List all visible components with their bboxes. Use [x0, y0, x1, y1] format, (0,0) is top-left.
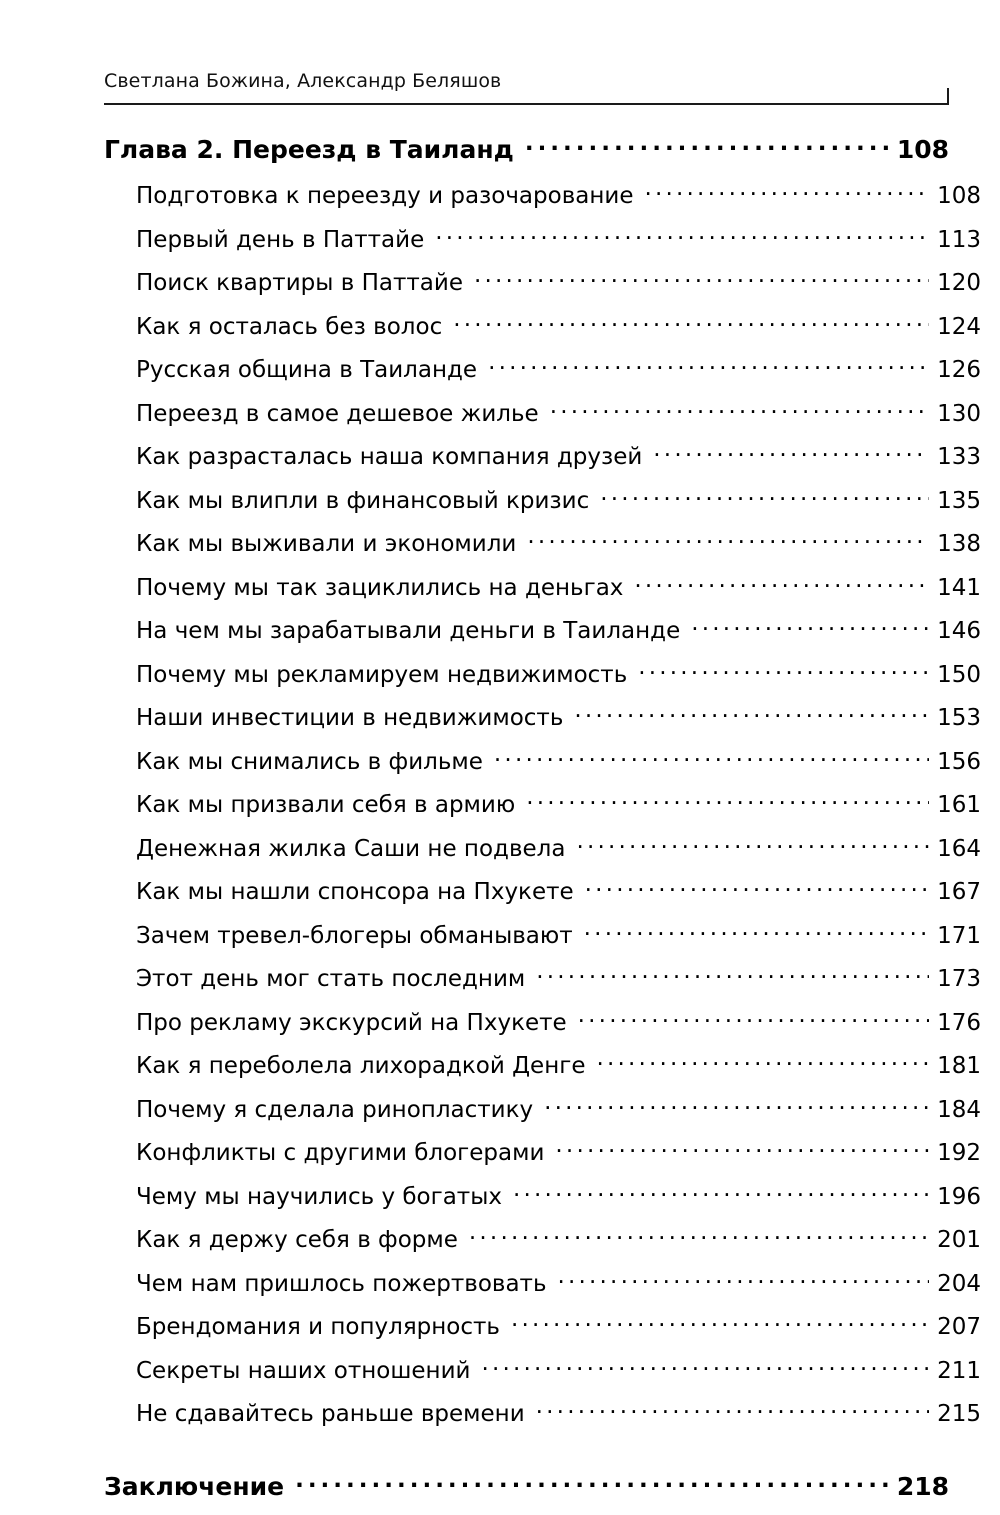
- toc-entry-title: Почему я сделала ринопластику: [136, 1096, 534, 1123]
- toc-entry: [104, 354, 981, 382]
- toc-entry: [104, 1007, 981, 1035]
- toc-entry-page: 153: [937, 705, 981, 731]
- toc-entry-title: Чем нам пришлось пожертвовать: [136, 1270, 547, 1297]
- toc-entry: [104, 789, 981, 817]
- toc-entry-title: Как мы призвали себя в армию: [136, 792, 516, 818]
- toc-leader-dots: [645, 180, 930, 203]
- toc-leader-dots: [576, 833, 929, 856]
- toc-leader-dots: [453, 311, 929, 334]
- toc-entry-title: Поиск квартиры в Паттайе: [136, 270, 463, 296]
- toc-entry-page: 150: [937, 661, 981, 688]
- toc-entry: [104, 311, 981, 339]
- toc-leader-dots: [578, 1007, 929, 1030]
- toc-leader-dots: [494, 746, 929, 769]
- toc-entry-title: Секреты наших отношений: [136, 1357, 471, 1384]
- toc-leader-dots: [585, 876, 929, 899]
- toc-entry: [104, 746, 981, 774]
- toc-leader-dots: [525, 133, 889, 158]
- toc-entry-page: 176: [937, 1009, 981, 1036]
- toc-entry: [104, 659, 981, 687]
- header-rule: [104, 103, 949, 105]
- toc-entry: [104, 833, 981, 861]
- toc-entry: [104, 267, 981, 295]
- toc-entry-title: Как мы снимались в фильме: [136, 748, 483, 775]
- toc-entry-title: Про рекламу экскурсий на Пхукете: [136, 1009, 567, 1036]
- toc-leader-dots: [638, 659, 929, 682]
- toc-entry-page: 192: [937, 1140, 981, 1166]
- toc-leader-dots: [574, 702, 929, 725]
- toc-entry: [104, 1137, 981, 1165]
- toc-entry-page: 204: [937, 1270, 981, 1297]
- toc-leader-dots: [295, 1470, 889, 1495]
- toc-entry: [104, 876, 981, 904]
- toc-entry-page: 138: [937, 531, 981, 557]
- toc-entry-title: Как я переболела лихорадкой Денге: [136, 1053, 586, 1079]
- toc-leader-dots: [596, 1050, 929, 1073]
- toc-leader-dots: [536, 963, 929, 986]
- toc-entry-page: 161: [937, 792, 981, 818]
- toc-entry-title: Не сдавайтесь раньше времени: [136, 1401, 525, 1427]
- toc-leader-dots: [481, 1355, 929, 1378]
- toc-entry-page: 141: [937, 574, 981, 601]
- toc-entry: [104, 224, 981, 252]
- toc-entry-title: Наши инвестиции в недвижимость: [136, 705, 564, 731]
- toc-entry: [104, 572, 981, 600]
- toc-entry: [104, 1094, 981, 1122]
- toc-leader-dots: [469, 1224, 929, 1247]
- toc-entry-title: Подготовка к переезду и разочарование: [136, 183, 634, 209]
- toc-leader-dots: [511, 1311, 929, 1334]
- toc-entry-page: 124: [937, 313, 981, 340]
- toc-entry: [104, 1181, 981, 1209]
- toc-entry-page: 201: [937, 1227, 981, 1253]
- toc-entry-title: Почему мы так зациклились на деньгах: [136, 574, 624, 601]
- toc-leader-dots: [691, 615, 929, 638]
- toc-leader-dots: [526, 789, 929, 812]
- toc-entry-title: Как мы влипли в финансовый кризис: [136, 487, 590, 514]
- toc-entry: [104, 485, 981, 513]
- toc-leader-dots: [536, 1398, 929, 1421]
- toc-entry: [104, 1311, 981, 1339]
- toc-leader-dots: [555, 1137, 929, 1160]
- table-of-contents: [104, 133, 981, 1515]
- toc-leader-dots: [584, 920, 929, 943]
- toc-leader-dots: [474, 267, 929, 290]
- toc-entry-title: Брендомания и популярность: [136, 1314, 500, 1340]
- toc-entry: [104, 1268, 981, 1296]
- toc-entry-page: 207: [937, 1314, 981, 1340]
- toc-entry-page: 130: [937, 400, 981, 427]
- toc-entry-page: 173: [937, 966, 981, 992]
- toc-entry-page: 164: [937, 835, 981, 862]
- toc-entry: [104, 441, 981, 469]
- toc-entry-page: 181: [937, 1053, 981, 1079]
- toc-leader-dots: [653, 441, 929, 464]
- toc-entry-chapter: [104, 133, 949, 162]
- toc-entry-page: 135: [937, 487, 981, 514]
- toc-entry-title: Этот день мог стать последним: [136, 966, 526, 992]
- toc-entry-page: 108: [937, 183, 981, 209]
- toc-leader-dots: [558, 1268, 930, 1291]
- toc-leader-dots: [544, 1094, 929, 1117]
- toc-entry-title: Как мы выживали и экономили: [136, 531, 517, 557]
- toc-entry-title: Как я осталась без волос: [136, 313, 443, 340]
- toc-entry-page: 126: [937, 357, 981, 383]
- toc-entry-title: Глава 2. Переезд в Таиланд: [104, 135, 514, 164]
- toc-entry-page: 196: [937, 1183, 981, 1210]
- toc-entry-page: 133: [937, 444, 981, 470]
- toc-entry-title: Переезд в самое дешевое жилье: [136, 400, 539, 427]
- toc-leader-dots: [527, 528, 929, 551]
- toc-entry: [104, 1398, 981, 1426]
- toc-entry-page: 146: [937, 618, 981, 644]
- toc-entry-page: 218: [896, 1472, 949, 1501]
- toc-leader-dots: [513, 1181, 929, 1204]
- toc-entry: [104, 528, 981, 556]
- toc-leader-dots: [634, 572, 929, 595]
- toc-entry: [104, 1355, 981, 1383]
- toc-leader-dots: [435, 224, 929, 247]
- toc-leader-dots: [600, 485, 929, 508]
- toc-entry: [104, 398, 981, 426]
- toc-entry-title: Первый день в Паттайе: [136, 226, 425, 253]
- toc-entry-title: Заключение: [104, 1472, 285, 1501]
- running-head-authors: Светлана Божина, Александр Беляшов: [104, 70, 502, 92]
- toc-entry-title: На чем мы зарабатывали деньги в Таиланде: [136, 618, 681, 644]
- toc-entry-title: Русская община в Таиланде: [136, 357, 478, 383]
- toc-entry-title: Денежная жилка Саши не подвела: [136, 835, 566, 862]
- toc-entry: [104, 180, 981, 208]
- toc-entry-title: Почему мы рекламируем недвижимость: [136, 661, 628, 688]
- toc-entry-page: 108: [896, 135, 949, 164]
- toc-entry: [104, 963, 981, 991]
- toc-entry-title: Зачем тревел-блогеры обманывают: [136, 922, 573, 949]
- toc-entry: [104, 920, 981, 948]
- toc-entry-page: 167: [937, 879, 981, 905]
- toc-entry-page: 156: [937, 748, 981, 775]
- toc-leader-dots: [550, 398, 929, 421]
- toc-entry: [104, 1050, 981, 1078]
- toc-entry-conclusion: [104, 1470, 949, 1499]
- toc-entry: [104, 1224, 981, 1252]
- toc-entry-title: Чему мы научились у богатых: [136, 1183, 502, 1210]
- toc-entry-title: Как разрасталась наша компания друзей: [136, 444, 643, 470]
- toc-entry-title: Как я держу себя в форме: [136, 1227, 458, 1253]
- toc-entry-page: 171: [937, 922, 981, 949]
- toc-entry: [104, 702, 981, 730]
- toc-entry-page: 120: [937, 270, 981, 296]
- toc-leader-dots: [488, 354, 929, 377]
- header-end-tick: [947, 88, 949, 104]
- toc-entry-page: 215: [937, 1401, 981, 1427]
- toc-entry-page: 184: [937, 1096, 981, 1123]
- toc-entry-title: Конфликты с другими блогерами: [136, 1140, 545, 1166]
- toc-entry-page: 113: [937, 226, 981, 253]
- toc-entry-title: Как мы нашли спонсора на Пхукете: [136, 879, 574, 905]
- toc-entry: [104, 615, 981, 643]
- toc-entry-page: 211: [937, 1357, 981, 1384]
